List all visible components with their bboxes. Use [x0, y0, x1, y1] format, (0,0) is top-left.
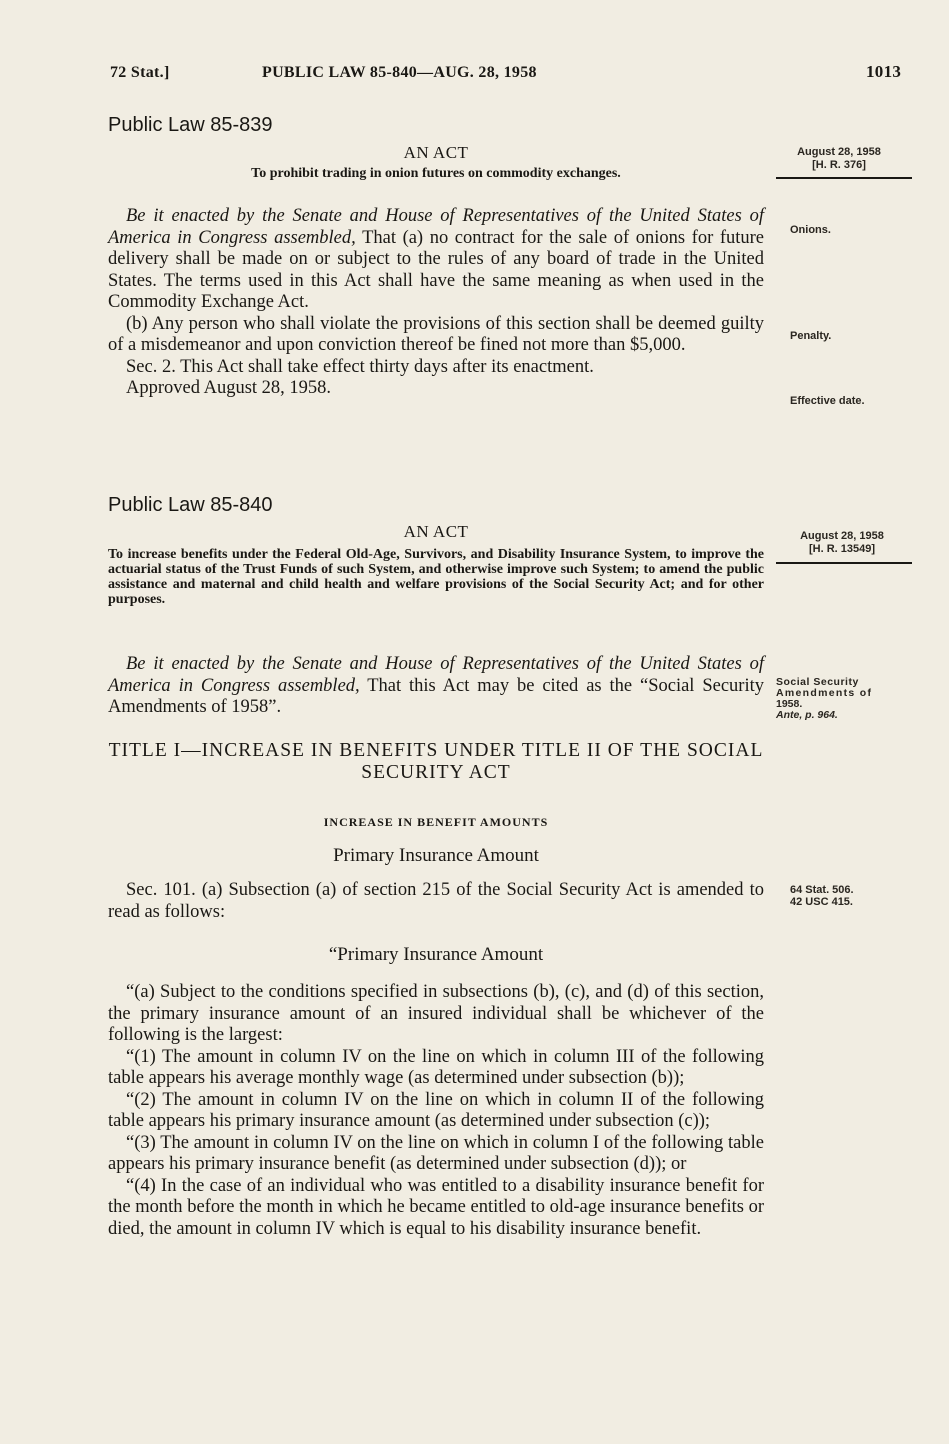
quoted-item-3: “(3) The amount in column IV on the line on which in column I of the following table appears his primary insurance benefit (as determined under subsection (d)); or [108, 1132, 764, 1174]
law-839-act-heading: AN ACT [403, 143, 469, 162]
law-839-para-b: (b) Any person who shall violate the provisions of this section shall be deemed guilty of a misdemeanor and upon conviction thereof be fined not more than $5,000. [108, 313, 764, 355]
side-note-ssa-line-2: Amendments of [776, 687, 873, 699]
law-840-side-rule [776, 562, 912, 564]
law-839-para-a: That (a) no contract for the sale of onions for future delivery shall be made on or subject to the rules of any board of trade in the United States. The terms used in this Act shall have the same meaning as when used in the Commodity Exchange Act. [108, 227, 765, 312]
header-running-title: PUBLIC LAW 85-840—AUG. 28, 1958 [262, 64, 537, 81]
page-number: 1013 [866, 62, 902, 81]
quoted-item-4: “(4) In the case of an individual who was entitled to a disability insurance benefit for the month before the month in which he became entitled to old-age insurance benefits or died, the amount in column IV which is equal to his disability insurance benefit. [108, 1175, 764, 1239]
law-839-body [108, 206, 764, 400]
law-840-title: Public Law 85-840 [108, 494, 273, 516]
law-839-sec-2: Sec. 2. This Act shall take effect thirty days after its enactment. [126, 356, 594, 377]
law-840-enacting-clause: Be it enacted by the Senate and House of Representatives of the United States of America in Congress assembled, [108, 654, 764, 696]
primary-insurance-heading: Primary Insurance Amount [333, 845, 539, 866]
side-note-ssa [776, 677, 916, 721]
law-840-enacting [108, 654, 764, 719]
quoted-section-body [108, 982, 764, 1240]
law-839-approved: Approved August 28, 1958. [126, 378, 332, 398]
law-840-side-bill: [H. R. 13549] [808, 543, 876, 555]
side-note-ssa-line-3: 1958. [776, 698, 803, 710]
law-840-act-heading: AN ACT [403, 522, 469, 541]
law-839-purpose: To prohibit trading in onion futures on commodity exchanges. [251, 166, 621, 181]
quoted-item-1: “(1) The amount in column IV on the line on which in column III of the following table appears his average monthly wage (as determined under subsection (b)); [108, 1046, 764, 1088]
law-839-title: Public Law 85-839 [108, 114, 273, 136]
law-839-enacting-clause: Be it enacted by the Senate and House of Representatives of the United States of America in Congress assembled, [108, 206, 764, 248]
quoted-primary-heading: “Primary Insurance Amount [328, 944, 544, 965]
law-840-side-date: August 28, 1958 [800, 530, 884, 542]
side-note-penalty: Penalty. [790, 330, 832, 342]
header-stat-ref: 72 Stat.] [110, 64, 170, 81]
sec-101-text: Sec. 101. (a) Subsection (a) of section 215 of the Social Security Act is amended to read as follows: [108, 880, 764, 922]
side-note-stat: 64 Stat. 506. [790, 884, 854, 896]
sec-101-body [108, 880, 764, 923]
title-i-heading: TITLE I—INCREASE IN BENEFITS UNDER TITLE II OF THE SOCIAL SECURITY ACT [108, 740, 764, 783]
law-839-side-date: August 28, 1958 [797, 146, 881, 158]
law-840-purpose: To increase benefits under the Federal Old-Age, Survivors, and Disability Insurance System, to improve the actuarial status of the Trust Funds of such System, and otherwise improve such System; to amend the public assistance and maternal and child health and welfare provisions of the Social Security Act; and for other purposes. [108, 547, 764, 607]
quoted-subsection-a: “(a) Subject to the conditions specified in subsections (b), (c), and (d) of this section, the primary insurance amount of an insured individual shall be whichever of the following is the largest: [108, 982, 764, 1045]
subheading-increase: INCREASE IN BENEFIT AMOUNTS [323, 815, 549, 829]
side-note-stat-ref [790, 884, 854, 908]
law-840-short-title: That this Act may be cited as the “Social Security Amendments of 1958”. [108, 675, 764, 717]
side-note-ssa-line-1: Social Security [776, 676, 859, 688]
side-note-ante: Ante, p. 964. [776, 709, 838, 721]
side-note-onions: Onions. [790, 224, 831, 236]
quoted-item-2: “(2) The amount in column IV on the line on which in column II of the following table appears his primary insurance amount (as determined under subsection (c)); [108, 1089, 764, 1131]
law-839-side-rule [776, 177, 912, 179]
law-839-side-bill: [H. R. 376] [812, 159, 866, 171]
side-note-effective-date: Effective date. [790, 395, 865, 407]
side-note-usc: 42 USC 415. [790, 896, 853, 908]
